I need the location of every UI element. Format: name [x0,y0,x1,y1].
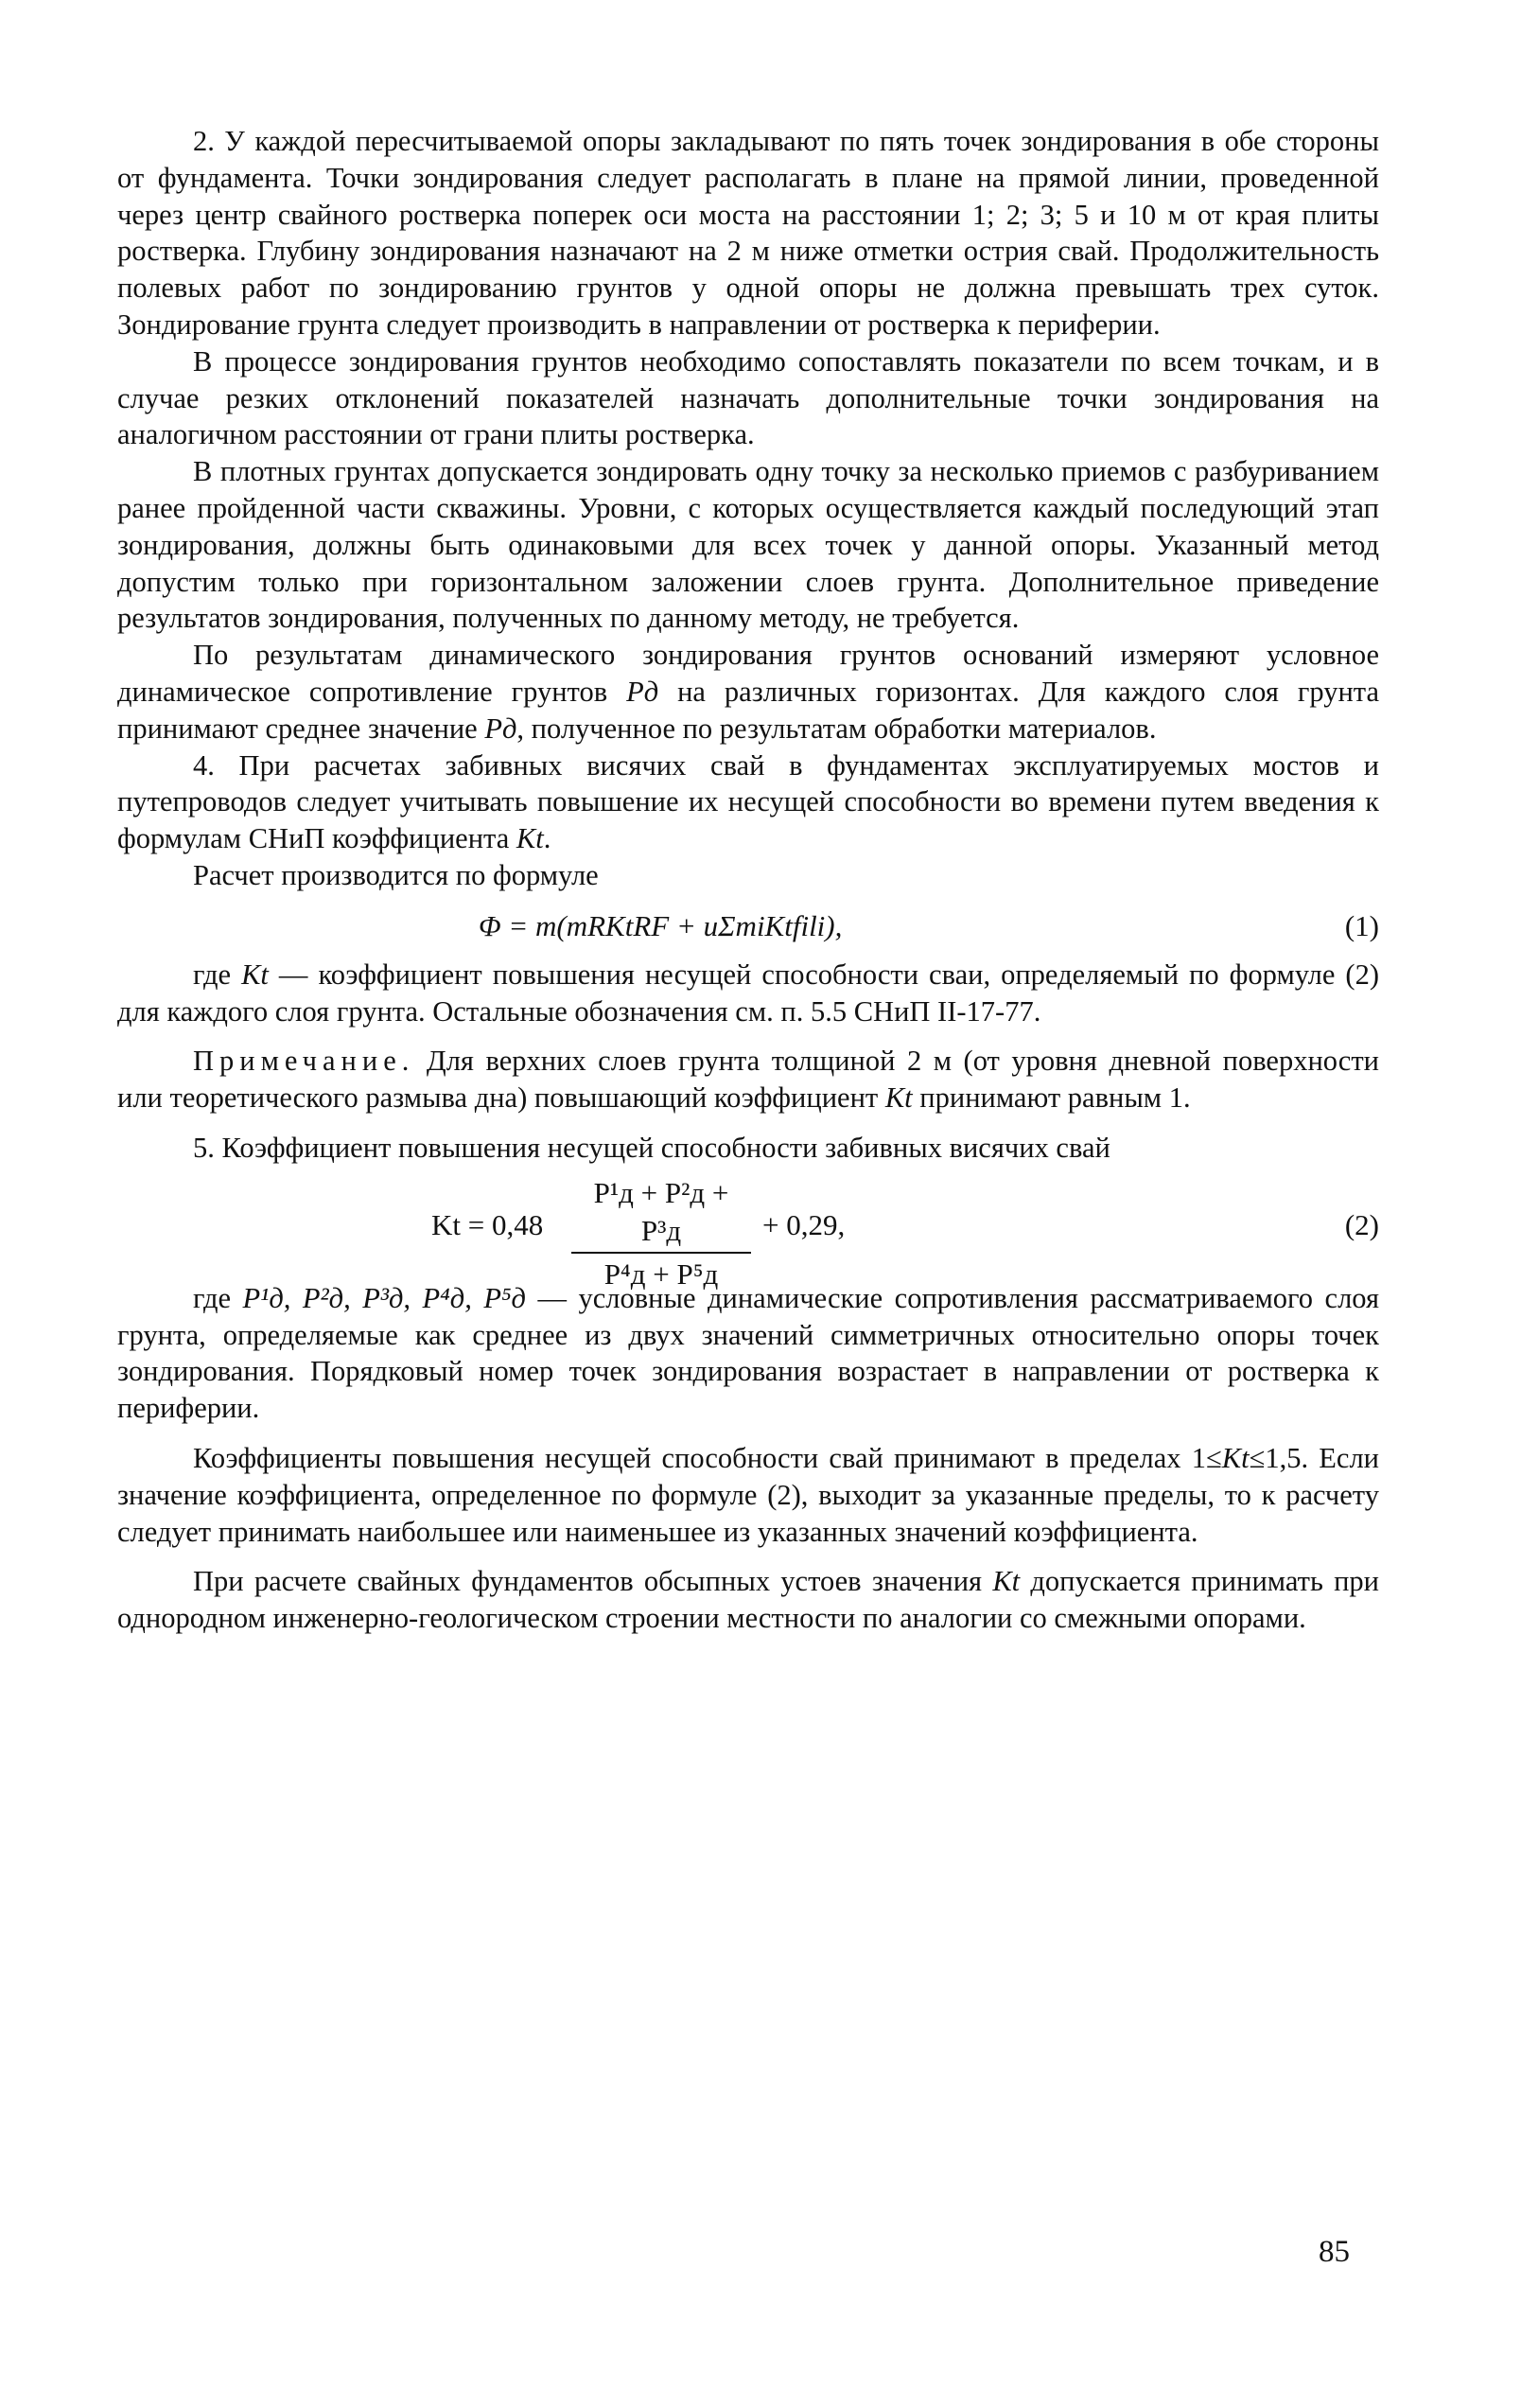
paragraph-item-4 [117,747,1379,857]
paragraph-sounding-comparison: В процессе зондирования грунтов необходимо сопоставлять показатели по всем точкам, и в случае резких отклонений показателей назначать дополнительные точки зондирования на аналогичном расстоянии от грани плиты ростверка. [117,344,1379,451]
symbol-pd: Pд [484,712,517,745]
symbol-pd: Pд [626,675,659,708]
paragraph-note [117,1043,1379,1116]
document-page [117,123,1379,1637]
paragraph-dynamic-resistance [117,637,1379,747]
formula-1-number: (1) [1344,908,1379,942]
text-segment: где [193,958,242,991]
text-segment: При расчете свайных фундаментов обсыпных устоев значения [193,1565,993,1598]
paragraph-formula-1-explanation [117,957,1379,1030]
paragraph-dense-soils: В плотных грунтах допускается зондировать одну точку за несколько приемов с разбуриванием ранее пройденной части скважины. Уровни, с которых осуществляется каждый последующий этап зондирования, должны быть одинаковыми для всех точек у данной опоры. Указанный метод допустим только при горизонтальном заложении слоев грунта. Дополнительное приведение результатов зондирования, полученных по данному методу, не требуется. [117,455,1379,635]
paragraph-coefficient-limits [117,1440,1379,1550]
note-label: Примечание. [193,1045,415,1078]
formula-2-numerator: P¹д + P²д + P³д [571,1174,751,1254]
text-segment: По результатам динамического зондирования грунтов оснований измеряют условное динамическое сопротивление грунтов [117,639,1379,708]
text-segment: Для верхних слоев грунта толщиной 2 м (от уровня дневной поверхности или теоретического размыва дна) повышающий коэффициент [117,1045,1379,1115]
paragraph-abutments [117,1563,1379,1637]
page-number: 85 [1319,2235,1350,2269]
formula-2-denominator: P⁴д + P⁵д [603,1257,719,1291]
paragraph-item-5: 5. Коэффициент повышения несущей способности забивных висячих свай [193,1131,1110,1164]
text-segment: — условные динамические сопротивления рассматриваемого слоя грунта, определяемые как среднее из двух значений симметричных относительно опоры точек зондирования. Порядковый номер точек зондирования возрастает в направлении от ростверка к периферии. [117,1281,1380,1425]
paragraph-item-2: 2. У каждой пересчитываемой опоры закладывают по пять точек зондирования в обе стороны от фундамента. Точки зондирования следует располагать в плане на прямой линии, проведенной через центр свайного ростверка поперек оси моста на расстоянии 1; 2; 3; 5 и 10 м от края плиты ростверка. Глубину зондирования назначают на 2 м ниже отметки острия свай. Продолжительность полевых работ по зондированию грунтов у одной опоры не должна превышать трех суток. Зондирование грунта следует производить в направлении от ростверка к периферии. [117,125,1379,341]
text-segment: , полученное по результатам обработки материалов. [516,712,1157,745]
formula-1-expression: Φ = m(mRKtRF + uΣmiKtfili), [479,908,843,942]
formula-2-fraction [571,1174,751,1295]
text-segment: принимают равным 1. [912,1081,1191,1115]
symbol-kt: Kt [516,822,544,855]
formula-1 [117,900,1379,957]
paragraph-formula-2-explanation [117,1280,1379,1427]
text-segment: допускается принимать при однородном инженерно-геологическом строении местности по аналогии со смежными опорами. [117,1565,1379,1635]
formula-2-rhs: + 0,29, [762,1207,846,1241]
symbol-kt: Kt [884,1081,913,1115]
symbol-kt: Kt [241,958,269,991]
text-segment: — коэффициент повышения несущей способности сваи, определяемый по формуле (2) для каждого слоя грунта. Остальные обозначения см. п. 5.5 СНиП II-17-77. [117,958,1379,1028]
symbol-p-list: P¹д, P²д, P³д, P⁴д, P⁵д [242,1281,526,1314]
formula-2-number: (2) [1344,1207,1379,1241]
text-segment: на различных горизонтах. Для каждого слоя грунта принимают среднее значение [117,675,1379,745]
formula-2 [117,1174,1379,1291]
text-segment: где [193,1281,243,1314]
symbol-kt: Kt [992,1565,1021,1598]
symbol-kt: Kt [1221,1441,1250,1474]
formula-2-lhs: Kt = 0,48 [431,1207,544,1241]
text-segment: 4. При расчетах забивных висячих свай в фундаментах эксплуатируемых мостов и путепроводов следует учитывать повышение их несущей способности во времени путем введения к формулам СНиП коэффициента [117,748,1379,855]
text-segment: . [543,822,551,855]
text-segment: ≤1,5. Если значение коэффициента, определенное по формуле (2), выходит за указанные пределы, то к расчету следует принимать наибольшее или наименьшее из указанных значений коэффициента. [117,1441,1379,1548]
paragraph-calc-formula-intro: Расчет производится по формуле [193,858,599,891]
text-segment: Коэффициенты повышения несущей способности свай принимают в пределах 1≤ [193,1441,1222,1474]
